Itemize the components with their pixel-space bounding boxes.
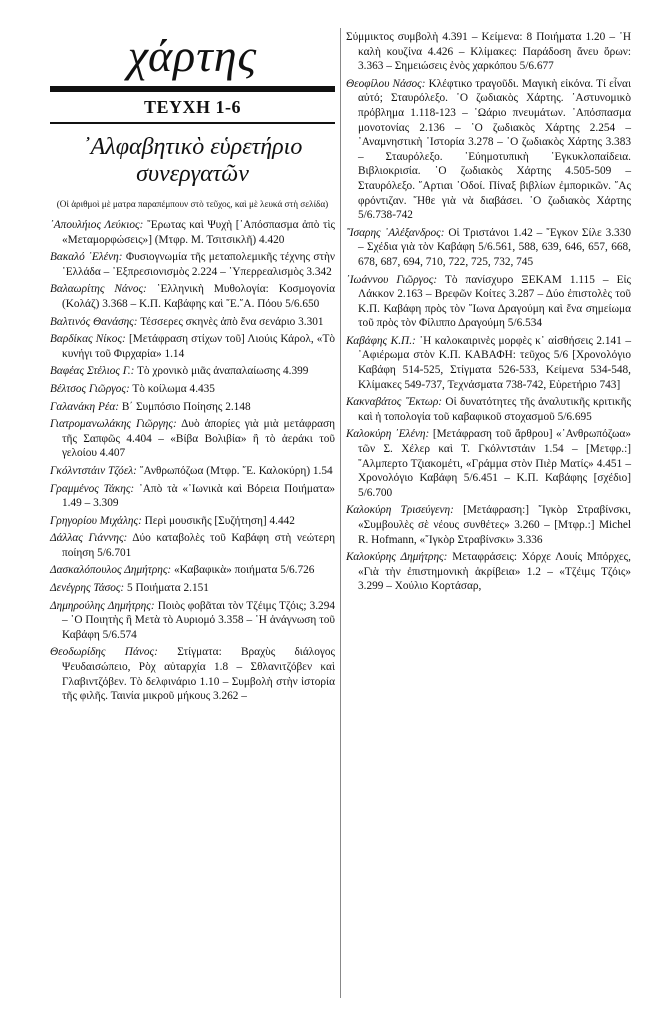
entry-text: [Μετάφραση στίχων τοῦ] Λιούις Κάρολ, «Τὸ κυνήγι τοῦ Φιρχαρία» 1.14 <box>62 333 336 360</box>
entry-text: Μεταφράσεις: Χόρχε Λουίς Μπόρχες, «Γιὰ τὴν ἐπιστημονικὴ ἀκρίβεια» 1.2 – «Τζέιμς Τζόις» 3.299 – Χούλιο Κορτάσαρ, <box>358 551 631 593</box>
entry-text: Τὸ χρονικὸ μιᾶς ἀναπαλαίωσης 4.399 <box>134 365 309 378</box>
contributor-name: Δενέγρης Τάσος: <box>50 582 125 595</box>
contributor-name: Γκόλντστάιν Τζόελ: <box>50 464 137 477</box>
index-subtitle-line2: συνεργατῶν <box>136 161 249 187</box>
index-entry <box>346 334 631 392</box>
contributor-name: Βαρδίκας Νίκος: <box>50 333 126 346</box>
entry-text: 5 Ποιήματα 2.151 <box>124 582 209 595</box>
contributor-name: Γραμμένος Τάκης: <box>50 482 135 495</box>
entry-text: «Καβαφικὰ» ποιήματα 5/6.726 <box>171 564 315 577</box>
entry-text: Δύο καταβολὲς τοῦ Καβάφη στὴ νεώτερη ποίηση 5/6.701 <box>62 532 335 559</box>
contributor-name: Γιατρομανωλάκης Γιῶργης: <box>50 418 177 431</box>
index-entry <box>346 395 631 424</box>
index-entry <box>50 599 335 643</box>
magazine-title: χάρτης <box>127 30 258 81</box>
contributor-name: Δάλλας Γιάννης: <box>50 532 128 545</box>
index-entry <box>50 282 335 311</box>
entry-text: Κλέφτικο τραγοῦδι. Μαγικὴ εἰκόνα. Τί εἶναι αὐτό; Σταυρόλεξο. ῾Ο ζωδιακὸς Χάρτης. ᾿Αστυνομικὸ πρόβλημα 1.118-123 – ῾Ωάριο πνευμάτων. ᾿Απόσπασμα μονοτονίας 2.136 – ῾Ο ζωδιακὸς Χάρτης 2.254 – ᾿Αναμνηστικὴ ῾Ιστορία 3.278 – ῾Ο ζωδιακὸς Χάρτης 3.383 – Σταυρόλεξο. ῾Εύημοτυπικὴ ᾿Εγκυκλοπαίδεια. Βιβλιοκρισία. ῾Ο ζωδιακὸς Χάρτης 4.505-509 – Σταυρόλεξο. ῎Αρτιαι ῾Οδοί. Πίναξ βιβλίων ἐμπορικῶν. ῎Ας φρόντιζαν. ῞Ηθε γιὰ νὰ διαβάσει. ῾Ο ζωδιακὸς Χάρτης 5/6.738-742 <box>358 77 631 222</box>
index-entry <box>346 273 631 331</box>
index-entry <box>50 382 335 397</box>
contributor-name: ᾿Ιωάννου Γιῶργος: <box>346 273 438 286</box>
contributor-name: Καβάφης Κ.Π.: <box>346 334 416 347</box>
header-rule-thick <box>50 86 335 92</box>
entry-text: Τέσσερες σκηνὲς ἀπὸ ἕνα σενάριο 3.301 <box>137 315 324 328</box>
entry-text: ῎Ανθρωπόζωα (Μτφρ. ῎Ε. Καλοκύρη) 1.54 <box>136 464 333 477</box>
entry-text: ῎Ερωτας καὶ Ψυχὴ [᾿Απόσπασμα ἀπὸ τὶς «Μεταμορφώσεις»] (Μτφρ. Μ. Τσιτσικλῆ) 4.420 <box>62 219 335 246</box>
index-entry <box>346 77 631 223</box>
index-entry <box>346 427 631 500</box>
index-entry <box>50 645 335 703</box>
entry-text: Τὸ πανίσχυρο ΞΕΚΑΜ 1.115 – Εἰς Λάκκον 2.163 – Βρεφῶν Κοίτες 3.287 – Δύο ἐπιστολὲς τοῦ Κ.Π. Καβάφη πρὸς τὸν ῎Ιωνα Δραγούμη καὶ ἕνα σημείωμα τοῦ πρὸς τὸν Φίλιππο Δραγούμη 5/6.534 <box>358 273 631 330</box>
contributor-name: Κακναβάτος ῞Εκτωρ: <box>346 396 443 409</box>
contributor-name: Καλοκύρη Τρισεύγενη: <box>346 504 454 517</box>
index-entry <box>50 531 335 560</box>
contributor-name: Καλοκύρη ᾿Ελένη: <box>346 428 430 441</box>
entry-text: Φυσιογνωμία τῆς μεταπολεμικῆς τέχνης στὴν ῾Ελλάδα – ᾿Εξπρεσιονισμὸς 2.224 – ῾Υπερρεαλισμὸς 3.342 <box>62 251 336 278</box>
entry-text: Οἱ Τριστάνοι 1.42 – ῎Εγκον Σίλε 3.330 – Σχέδια γιὰ τὸν Καβάφη 5/6.561, 588, 639, 646, 657, 668, 678, 687, 694, 710, 722, 725, 732, 745 <box>358 226 631 268</box>
contributor-name: ῎Ισαρης ᾿Αλέξανδρος: <box>346 226 445 239</box>
contributor-name: Θεοφίλου Νάσος: <box>346 77 426 90</box>
contributor-name: Καλοκύρης Δημήτρης: <box>346 551 448 564</box>
contributor-name: Βαλτινός Θανάσης: <box>50 315 138 328</box>
issues-label: ΤΕΥΧΗ 1-6 <box>143 97 241 117</box>
left-column <box>50 28 335 707</box>
entry-text: Τὸ κοίλωμα 4.435 <box>129 382 215 395</box>
header-rule <box>50 122 335 124</box>
index-note: (Οἱ ἀριθμοὶ μὲ ματρα παραπέμπουν στὸ τεῦχος, καὶ μὲ λευκά στὴ σελίδα) <box>56 199 329 209</box>
index-entry <box>50 218 335 247</box>
entry-text: ῾Η καλοκαιρινὲς μορφὲς κ᾿ αἰσθήσεις 2.141 – ᾿Αφιέρωμα στὸν Κ.Π. ΚΑΒΑΦΗ: τεῦχος 5/6 [Χρονολόγιο Καβάφη 514-525, Στίγματα 526-533, Κείμενα 534-548, Κλίμακες 549-737, Τεχνάσματα 738-742, Εὑρετήριο 743] <box>358 334 631 391</box>
index-header <box>50 32 335 210</box>
index-entry <box>50 514 335 529</box>
index-entry <box>346 30 631 74</box>
entry-text: Ποιὸς φοβᾶται τὸν Τζέιμς Τζόις; 3.294 – ῾Ο Ποιητὴς ἢ Μετὰ τὸ Αυριομό 3.358 – ῾Η ἀνάγνωση τοῦ Καβάφη 5/6.574 <box>62 599 335 641</box>
index-entry <box>50 581 335 596</box>
entry-text: ῾Ελληνικὴ Μυθολογία: Κοσμογονία (Κολάζ) 3.368 – Κ.Π. Καβάφης καὶ ῞Ε.῞Α. Πόου 5/6.650 <box>62 283 335 310</box>
contributor-name: Δασκαλόπουλος Δημήτρης: <box>50 564 172 577</box>
contributor-name: ᾿Απουλήιος Λεύκιος: <box>50 219 144 231</box>
contributor-name: Γρηγορίου Μιχάλης: <box>50 514 142 527</box>
entry-text: Σύμμικτος συμβολὴ 4.391 – Κείμενα: 8 Ποιήματα 1.20 – ῾Η καλὴ κουζίνα 4.426 – Κλίμακες: Παράδοση ἄνευ ὅρων: 3.363 – Σημειώσεις ἑνὸς χαρκόπου 5/6.677 <box>346 31 631 73</box>
entry-text: [Μετάφραση τοῦ ἄρθρου] «᾿Ανθρωπόζωα» τῶν Σ. Χέλερ καὶ Τ. Γκόλντστάιν 1.54 – [Μετφρ.:] ῎Αλμπερτο Τζιακομέτι, «Γράμμα στὸν Πιὲρ Ματίς» 4.451 – Χρονολόγιο Καβάφη 5/6.451 – Κ.Π. Καβάφης [σχέδιο] 5/6.700 <box>358 428 631 499</box>
entry-text: Περὶ μουσικῆς [Συζήτηση] 4.442 <box>141 514 295 527</box>
index-entry <box>50 250 335 279</box>
index-entry <box>50 482 335 511</box>
left-entries <box>50 218 335 704</box>
index-entry <box>50 400 335 415</box>
entry-text: ᾿Απὸ τὰ «᾿Ιωνικὰ καὶ Βόρεια Ποιήματα» 1.49 – 3.309 <box>62 482 336 510</box>
index-entry <box>50 417 335 461</box>
entry-text: [Μετάφραση:] ῎Ιγκὸρ Στραβίνσκι, «Συμβουλὲς σὲ νέους συνθέτες» 3.260 – [Μτφρ.:] Michel R. Hofmann, «῎Ιγκὸρ Στραβίνσκι» 3.336 <box>358 504 631 546</box>
right-entries <box>346 30 631 594</box>
index-entry <box>346 550 631 594</box>
index-entry <box>50 464 335 479</box>
index-page <box>28 28 638 998</box>
contributor-name: Γαλανάκη Ρέα: <box>50 400 120 413</box>
contributor-name: Θεοδωρίδης Πάνος: <box>50 646 158 659</box>
index-entry <box>346 226 631 270</box>
entry-text: Στίγματα: Βραχὺς διάλογος Ψευδαισώπειο, Ρὸχ αὐταρχία 1.8 – Σθλανιτζόβεν καὶ Γλαβιντζόβεν. Τὸ δελφινάριο 1.10 – Συμβολὴ στὴν ἱστορία τῆς φιλῆς. Ταινία μικροῦ μήκους 3.262 – <box>62 646 335 703</box>
index-entry <box>50 315 335 330</box>
right-column <box>346 30 631 597</box>
column-divider <box>340 28 341 998</box>
index-subtitle-line1: ᾿Αλφαβητικὸ εὑρετήριο <box>82 134 303 160</box>
entry-text: Οἱ δυνατότητες τῆς ἀναλυτικῆς κριτικῆς καὶ ἡ τοπολογία τοῦ καβαφικοῦ στοχασμοῦ 5/6.695 <box>358 396 631 423</box>
index-entry <box>346 503 631 547</box>
contributor-name: Βαφέας Στέλιος Γ.: <box>50 365 135 378</box>
entry-text: Β΄ Συμπόσιο Ποίησης 2.148 <box>119 400 251 413</box>
contributor-name: Βαλαωρίτης Νάνος: <box>50 283 147 296</box>
contributor-name: Βακαλό ᾿Ελένη: <box>50 251 123 264</box>
index-entry <box>50 364 335 379</box>
contributor-name: Δημηρούλης Δημήτρης: <box>50 599 155 612</box>
index-entry <box>50 563 335 578</box>
contributor-name: Βέλτσος Γιῶργος: <box>50 382 130 395</box>
entry-text: Δυὸ ἀπορίες γιὰ μιὰ μετάφραση τῆς Σαπφῶς 4.404 – «Βίβα Βολιβία» ἢ τὸ ἀεράκι τοῦ γελοίου 4.407 <box>62 418 335 460</box>
index-entry <box>50 332 335 361</box>
